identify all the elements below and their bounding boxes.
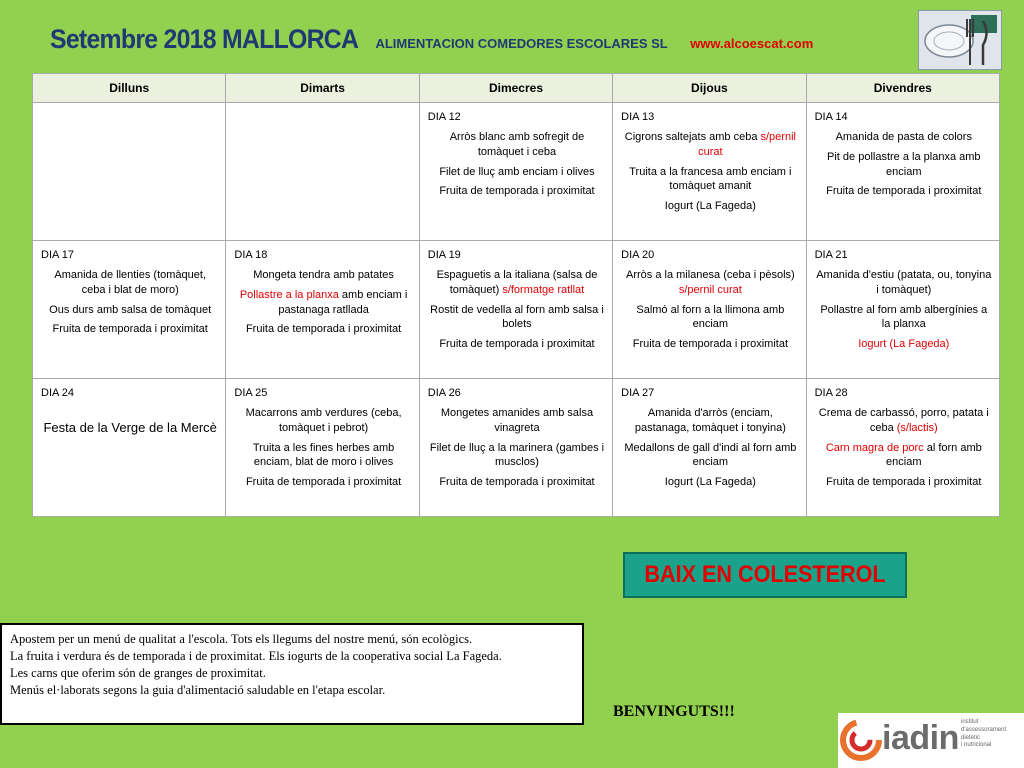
dish-item <box>815 184 993 199</box>
menu-day-cell <box>226 241 419 379</box>
dish-text: Amanida d'arròs (enciam, pastanaga, tomàquet i tonyina) <box>634 406 786 434</box>
dish-text: Truita a la francesa amb enciam i tomàquet amanit <box>629 165 792 193</box>
dish-item <box>428 165 606 180</box>
page-title <box>50 24 813 58</box>
dish-item <box>621 441 799 471</box>
dish-item <box>428 337 606 352</box>
dish-item <box>621 475 799 490</box>
menu-day-cell <box>806 379 999 517</box>
dish-item <box>428 303 606 333</box>
dish-item <box>815 406 993 436</box>
menu-day-cell <box>419 241 612 379</box>
dish-text-highlight: Carn magra de porc <box>825 441 924 454</box>
dish-text: Iogurt (La Fageda) <box>664 476 756 489</box>
dish-item <box>428 268 606 298</box>
menu-day-cell <box>806 241 999 379</box>
col-header-tuesday: Dimarts <box>226 74 419 103</box>
dish-text: Amanida de pasta de colors <box>835 130 972 143</box>
dish-item <box>428 130 606 160</box>
holiday-label: Festa de la Verge de la Mercè <box>43 419 217 435</box>
dish-item <box>621 199 799 214</box>
menu-day-cell <box>419 379 612 517</box>
dish-item <box>428 475 606 490</box>
week-row <box>33 103 1000 241</box>
day-number: DIA 13 <box>621 111 655 123</box>
dish-text: Arròs blanc amb sofregit de tomàquet i ceba <box>449 130 585 158</box>
dish-item <box>234 288 412 318</box>
day-number: DIA 24 <box>41 387 75 399</box>
dish-text: Crema de carbassó, porro, patata i ceba <box>818 406 989 434</box>
iadin-subtitle: institut d'assessorament dietètic i nutricional <box>961 719 1007 749</box>
dish-text: Fruita de temporada i proximitat <box>826 185 982 198</box>
dish-text-highlight: (s/lactis) <box>896 421 938 434</box>
dish-text-highlight: Iogurt (La Fageda) <box>858 338 950 351</box>
dish-item <box>234 268 412 283</box>
day-number: DIA 19 <box>427 249 461 261</box>
badge-label: BAIX EN COLESTEROL <box>644 561 886 588</box>
menu-day-cell <box>226 103 419 241</box>
day-number: DIA 17 <box>41 249 75 261</box>
website-link[interactable]: www.alcoescat.com <box>690 36 814 51</box>
dish-item <box>621 165 799 195</box>
dish-item <box>234 406 412 436</box>
dish-text-highlight: s/formatge ratllat <box>502 283 585 296</box>
welcome-text: BENVINGUTS!!! <box>613 703 735 720</box>
day-number: DIA 27 <box>621 387 655 399</box>
dish-text: Ous durs amb salsa de tomàquet <box>49 303 212 316</box>
dish-text: Mongetes amanides amb salsa vinagreta <box>440 406 594 434</box>
note-line: Les carns que oferim són de granges de proximitat. <box>10 665 266 680</box>
note-line: Apostem per un menú de qualitat a l'escola. Tots els llegums del nostre menú, són ecològics. <box>10 632 473 646</box>
table-header-row <box>33 74 1000 103</box>
day-number: DIA 21 <box>814 249 848 261</box>
day-number: DIA 28 <box>814 387 848 399</box>
dish-item <box>815 303 993 333</box>
dish-text: amb enciam i pastanaga ratllada <box>278 288 408 316</box>
dish-item <box>815 441 993 471</box>
iadin-wordmark: iadin <box>882 719 959 757</box>
day-number: DIA 25 <box>234 387 268 399</box>
dish-text: Salmó al forn a la llimona amb enciam <box>636 303 785 331</box>
dish-text: Fruita de temporada i proximitat <box>632 338 789 351</box>
dish-item <box>41 268 219 298</box>
day-number: DIA 18 <box>234 249 268 261</box>
dish-item <box>815 130 993 145</box>
notes-box <box>0 623 584 725</box>
dish-text: Arròs a la milanesa (ceba i pèsols) <box>625 268 795 281</box>
dish-text: Mongeta tendra amb patates <box>253 268 394 281</box>
dish-text: Filet de lluç a la marinera (gambes i musclos) <box>429 441 605 469</box>
dish-item <box>41 303 219 318</box>
cutlery-logo-icon <box>918 10 1002 70</box>
col-header-monday: Dilluns <box>33 74 226 103</box>
dish-text: Fruita de temporada i proximitat <box>826 476 982 489</box>
dish-item <box>428 406 606 436</box>
dish-text: Truita a les fines herbes amb enciam, blat de moro i olives <box>252 441 395 469</box>
dish-text: Amanida de llenties (tomàquet, ceba i blat de moro) <box>54 268 207 296</box>
dish-item <box>621 406 799 436</box>
day-number: DIA 14 <box>814 111 848 123</box>
weekly-menu-table <box>32 73 1000 517</box>
menu-day-cell <box>33 379 226 517</box>
dish-item <box>621 337 799 352</box>
dish-text: Espaguetis a la italiana (salsa de tomàquet) <box>436 268 598 296</box>
note-line: La fruita i verdura és de temporada i de proximitat. Els iogurts de la cooperativa social La Fageda. <box>10 648 502 663</box>
dish-item <box>41 322 219 337</box>
col-header-thursday: Dijous <box>613 74 806 103</box>
menu-day-cell <box>613 241 806 379</box>
menu-day-cell <box>419 103 612 241</box>
dish-item <box>621 268 799 298</box>
day-number: DIA 26 <box>427 387 461 399</box>
dish-text: Filet de lluç amb enciam i olives <box>439 165 595 178</box>
menu-day-cell <box>33 241 226 379</box>
dish-text-highlight: Pollastre a la planxa <box>239 288 339 301</box>
dish-text: Macarrons amb verdures (ceba, tomàquet i pebrot) <box>245 406 402 434</box>
col-header-friday: Divendres <box>806 74 999 103</box>
dish-text: al forn amb enciam <box>886 441 982 469</box>
dish-text: Iogurt (La Fageda) <box>664 200 756 213</box>
menu-day-cell <box>226 379 419 517</box>
dish-item <box>815 150 993 180</box>
dish-item <box>815 475 993 490</box>
iadin-swirl-icon <box>840 717 882 763</box>
dish-text: Pollastre al forn amb albergínies a la planxa <box>820 303 988 331</box>
dish-text: Amanida d'estiu (patata, ou, tonyina i tomàquet) <box>816 268 992 296</box>
dish-item <box>815 337 993 352</box>
dish-text-highlight: s/pernil curat <box>698 130 796 158</box>
dish-text: Fruita de temporada i proximitat <box>439 476 595 489</box>
dish-text: Fruita de temporada i proximitat <box>439 338 595 351</box>
title-company: ALIMENTACION COMEDORES ESCOLARES SL <box>375 36 668 51</box>
dish-item <box>234 441 412 471</box>
title-main: Setembre 2018 MALLORCA <box>50 24 359 54</box>
dish-text: Cigrons saltejats amb ceba <box>624 130 761 143</box>
dish-text: Rostit de vedella al forn amb salsa i bolets <box>430 303 604 331</box>
menu-day-cell <box>613 103 806 241</box>
dish-item <box>428 184 606 199</box>
menu-day-cell <box>33 103 226 241</box>
dish-text: Fruita de temporada i proximitat <box>52 323 208 336</box>
dish-item <box>428 441 606 471</box>
day-number: DIA 12 <box>427 111 461 123</box>
menu-day-cell <box>806 103 999 241</box>
dish-text-highlight: s/pernil curat <box>678 283 742 296</box>
dish-item <box>234 475 412 490</box>
dish-text: Pit de pollastre a la planxa amb enciam <box>827 150 981 178</box>
col-header-wednesday: Dimecres <box>419 74 612 103</box>
dish-text: Fruita de temporada i proximitat <box>439 185 595 198</box>
dish-text: Fruita de temporada i proximitat <box>245 323 402 336</box>
week-row <box>33 241 1000 379</box>
dish-item <box>234 322 412 337</box>
dish-text: Medallons de gall d'indi al forn amb enciam <box>624 441 797 469</box>
week-row <box>33 379 1000 517</box>
menu-day-cell <box>613 379 806 517</box>
low-cholesterol-badge <box>623 552 907 598</box>
note-line: Menús el·laborats segons la guia d'alimentació saludable en l'etapa escolar. <box>10 682 386 697</box>
iadin-logo <box>838 713 1024 768</box>
day-number: DIA 20 <box>621 249 655 261</box>
dish-text: Fruita de temporada i proximitat <box>245 476 402 489</box>
dish-item <box>621 130 799 160</box>
dish-item <box>815 268 993 298</box>
dish-item <box>621 303 799 333</box>
